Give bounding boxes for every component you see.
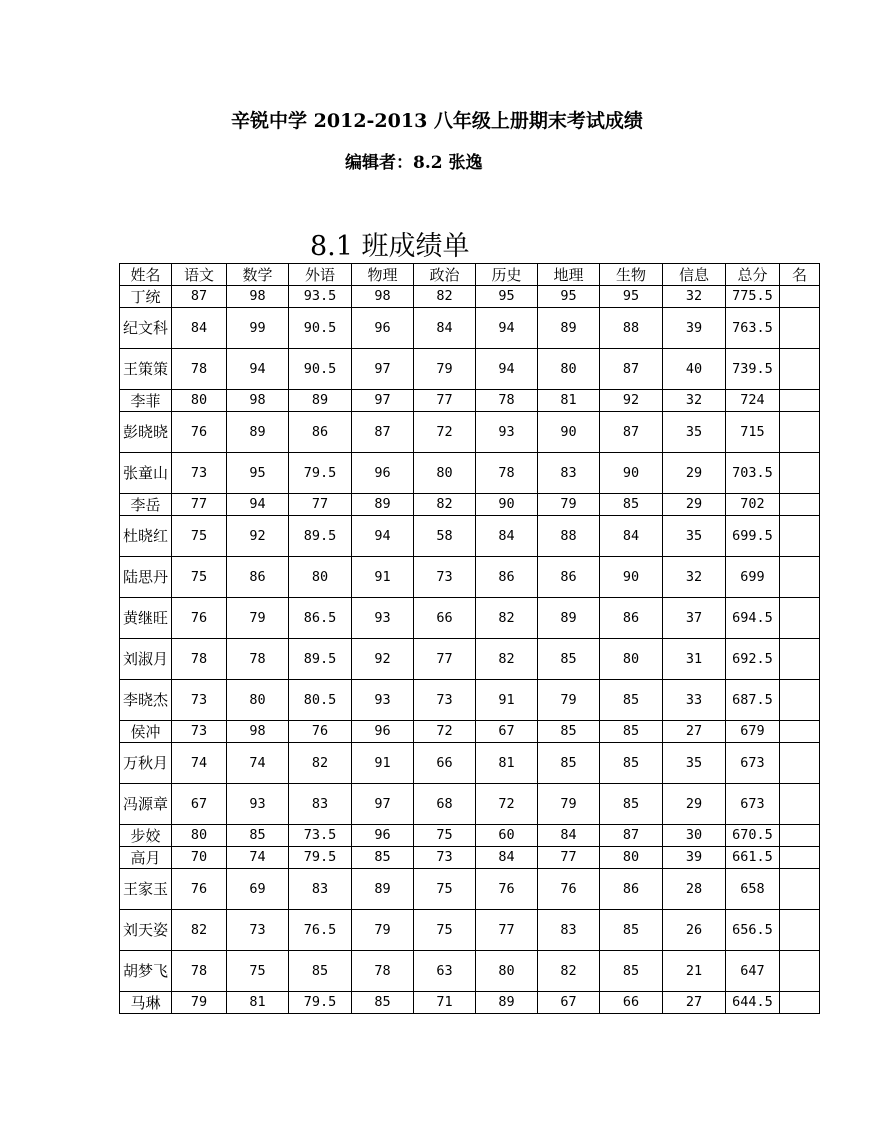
score-cell: 75 — [414, 825, 476, 847]
score-cell: 84 — [600, 516, 663, 557]
score-cell: 67 — [476, 721, 538, 743]
table-row — [120, 308, 820, 349]
column-header: 外语 — [289, 264, 352, 286]
rank-cell — [780, 453, 820, 494]
rank-cell — [780, 869, 820, 910]
score-cell: 73 — [414, 680, 476, 721]
score-cell: 87 — [600, 825, 663, 847]
score-cell: 75 — [172, 557, 227, 598]
rank-cell — [780, 557, 820, 598]
student-name-cell: 胡梦飞 — [120, 951, 172, 992]
rank-cell — [780, 286, 820, 308]
score-cell: 77 — [414, 390, 476, 412]
score-cell: 77 — [414, 639, 476, 680]
student-name-cell: 王策策 — [120, 349, 172, 390]
score-cell: 76 — [172, 598, 227, 639]
total-score-cell: 673 — [726, 743, 780, 784]
table-subtitle: 8.1 班成绩单 — [310, 231, 470, 262]
score-cell: 92 — [600, 390, 663, 412]
student-name-cell: 李岳 — [120, 494, 172, 516]
score-cell: 60 — [476, 825, 538, 847]
table-row — [120, 453, 820, 494]
student-name-cell: 侯冲 — [120, 721, 172, 743]
table-row — [120, 721, 820, 743]
score-cell: 78 — [172, 951, 227, 992]
student-name-cell: 杜晓红 — [120, 516, 172, 557]
rank-cell — [780, 721, 820, 743]
score-cell: 79 — [172, 992, 227, 1014]
score-cell: 76 — [172, 869, 227, 910]
score-cell: 74 — [172, 743, 227, 784]
score-cell: 80.5 — [289, 680, 352, 721]
score-cell: 85 — [600, 743, 663, 784]
score-cell: 92 — [227, 516, 289, 557]
score-cell: 28 — [663, 869, 726, 910]
score-cell: 83 — [289, 784, 352, 825]
score-cell: 89 — [538, 598, 600, 639]
rank-cell — [780, 639, 820, 680]
rank-cell — [780, 390, 820, 412]
score-cell: 84 — [476, 847, 538, 869]
rank-cell — [780, 992, 820, 1014]
score-cell: 87 — [352, 412, 414, 453]
score-cell: 86 — [600, 598, 663, 639]
score-cell: 66 — [414, 598, 476, 639]
score-cell: 37 — [663, 598, 726, 639]
score-cell: 78 — [476, 390, 538, 412]
score-cell: 87 — [600, 412, 663, 453]
score-cell: 77 — [172, 494, 227, 516]
score-cell: 76 — [289, 721, 352, 743]
score-cell: 79 — [414, 349, 476, 390]
score-cell: 31 — [663, 639, 726, 680]
score-cell: 90 — [600, 453, 663, 494]
score-cell: 32 — [663, 286, 726, 308]
score-cell: 80 — [600, 639, 663, 680]
score-cell: 89 — [352, 869, 414, 910]
score-cell: 94 — [476, 308, 538, 349]
score-cell: 35 — [663, 412, 726, 453]
student-name-cell: 丁统 — [120, 286, 172, 308]
score-cell: 89.5 — [289, 516, 352, 557]
table-header-row — [120, 264, 820, 286]
score-cell: 90 — [538, 412, 600, 453]
score-cell: 93 — [352, 598, 414, 639]
table-row — [120, 516, 820, 557]
score-cell: 73.5 — [289, 825, 352, 847]
student-name-cell: 刘天姿 — [120, 910, 172, 951]
score-cell: 84 — [476, 516, 538, 557]
score-cell: 91 — [352, 557, 414, 598]
editor-line: 编辑者：8.2 张逸 — [345, 153, 483, 173]
score-cell: 70 — [172, 847, 227, 869]
score-cell: 85 — [352, 847, 414, 869]
total-score-cell: 739.5 — [726, 349, 780, 390]
score-cell: 63 — [414, 951, 476, 992]
column-header: 政治 — [414, 264, 476, 286]
score-cell: 73 — [172, 680, 227, 721]
score-cell: 78 — [172, 639, 227, 680]
rank-cell — [780, 516, 820, 557]
rank-cell — [780, 349, 820, 390]
score-cell: 81 — [227, 992, 289, 1014]
score-table-body — [120, 264, 820, 1014]
score-cell: 89.5 — [289, 639, 352, 680]
score-cell: 86 — [476, 557, 538, 598]
score-cell: 80 — [476, 951, 538, 992]
score-cell: 66 — [600, 992, 663, 1014]
column-header: 数学 — [227, 264, 289, 286]
table-row — [120, 680, 820, 721]
table-row — [120, 847, 820, 869]
score-cell: 90.5 — [289, 349, 352, 390]
total-score-cell: 644.5 — [726, 992, 780, 1014]
score-cell: 86 — [538, 557, 600, 598]
score-cell: 87 — [600, 349, 663, 390]
total-score-cell: 763.5 — [726, 308, 780, 349]
score-cell: 84 — [172, 308, 227, 349]
score-cell: 80 — [538, 349, 600, 390]
score-cell: 27 — [663, 992, 726, 1014]
score-cell: 95 — [538, 286, 600, 308]
score-cell: 85 — [600, 910, 663, 951]
score-cell: 68 — [414, 784, 476, 825]
rank-cell — [780, 494, 820, 516]
column-header: 信息 — [663, 264, 726, 286]
table-row — [120, 869, 820, 910]
score-cell: 73 — [414, 847, 476, 869]
score-cell: 98 — [352, 286, 414, 308]
score-cell: 30 — [663, 825, 726, 847]
table-row — [120, 286, 820, 308]
score-cell: 86 — [600, 869, 663, 910]
total-score-cell: 692.5 — [726, 639, 780, 680]
score-cell: 98 — [227, 390, 289, 412]
total-score-cell: 694.5 — [726, 598, 780, 639]
score-cell: 75 — [414, 910, 476, 951]
score-cell: 91 — [476, 680, 538, 721]
student-name-cell: 陆思丹 — [120, 557, 172, 598]
score-cell: 89 — [538, 308, 600, 349]
score-cell: 95 — [600, 286, 663, 308]
score-cell: 90 — [476, 494, 538, 516]
score-cell: 90 — [600, 557, 663, 598]
score-cell: 94 — [476, 349, 538, 390]
score-cell: 94 — [352, 516, 414, 557]
student-name-cell: 李菲 — [120, 390, 172, 412]
score-cell: 75 — [414, 869, 476, 910]
score-cell: 88 — [538, 516, 600, 557]
score-cell: 91 — [352, 743, 414, 784]
table-row — [120, 412, 820, 453]
score-cell: 82 — [289, 743, 352, 784]
student-name-cell: 高月 — [120, 847, 172, 869]
score-cell: 76 — [476, 869, 538, 910]
score-cell: 82 — [476, 598, 538, 639]
score-cell: 76 — [172, 412, 227, 453]
score-cell: 96 — [352, 825, 414, 847]
table-row — [120, 910, 820, 951]
total-score-cell: 658 — [726, 869, 780, 910]
score-cell: 80 — [172, 390, 227, 412]
score-cell: 79 — [538, 494, 600, 516]
rank-cell — [780, 412, 820, 453]
score-cell: 85 — [600, 721, 663, 743]
score-cell: 74 — [227, 743, 289, 784]
score-cell: 85 — [600, 680, 663, 721]
score-cell: 89 — [476, 992, 538, 1014]
student-name-cell: 黄继旺 — [120, 598, 172, 639]
score-cell: 85 — [538, 721, 600, 743]
score-cell: 74 — [227, 847, 289, 869]
score-cell: 73 — [414, 557, 476, 598]
score-cell: 85 — [538, 639, 600, 680]
score-cell: 98 — [227, 286, 289, 308]
table-row — [120, 494, 820, 516]
score-cell: 67 — [172, 784, 227, 825]
score-table-container — [119, 263, 807, 1014]
table-row — [120, 992, 820, 1014]
score-cell: 72 — [414, 721, 476, 743]
column-header: 地理 — [538, 264, 600, 286]
score-cell: 83 — [538, 910, 600, 951]
score-cell: 79.5 — [289, 453, 352, 494]
score-cell: 40 — [663, 349, 726, 390]
total-score-cell: 702 — [726, 494, 780, 516]
score-cell: 72 — [414, 412, 476, 453]
score-cell: 86 — [227, 557, 289, 598]
score-cell: 80 — [600, 847, 663, 869]
score-cell: 82 — [476, 639, 538, 680]
score-cell: 87 — [172, 286, 227, 308]
score-cell: 80 — [172, 825, 227, 847]
column-header: 物理 — [352, 264, 414, 286]
score-cell: 89 — [227, 412, 289, 453]
score-cell: 27 — [663, 721, 726, 743]
score-cell: 58 — [414, 516, 476, 557]
total-score-cell: 673 — [726, 784, 780, 825]
student-name-cell: 纪文科 — [120, 308, 172, 349]
score-cell: 81 — [476, 743, 538, 784]
score-cell: 95 — [476, 286, 538, 308]
total-score-cell: 775.5 — [726, 286, 780, 308]
score-cell: 79.5 — [289, 992, 352, 1014]
score-cell: 32 — [663, 390, 726, 412]
score-cell: 99 — [227, 308, 289, 349]
score-cell: 85 — [352, 992, 414, 1014]
score-cell: 84 — [414, 308, 476, 349]
score-cell: 82 — [538, 951, 600, 992]
score-cell: 78 — [352, 951, 414, 992]
rank-cell — [780, 847, 820, 869]
rank-cell — [780, 598, 820, 639]
score-cell: 92 — [352, 639, 414, 680]
total-score-cell: 703.5 — [726, 453, 780, 494]
student-name-cell: 李晓杰 — [120, 680, 172, 721]
total-score-cell: 670.5 — [726, 825, 780, 847]
rank-cell — [780, 951, 820, 992]
score-cell: 84 — [538, 825, 600, 847]
score-cell: 97 — [352, 390, 414, 412]
score-cell: 78 — [227, 639, 289, 680]
score-cell: 96 — [352, 308, 414, 349]
student-name-cell: 步姣 — [120, 825, 172, 847]
score-cell: 94 — [227, 494, 289, 516]
table-row — [120, 639, 820, 680]
score-cell: 69 — [227, 869, 289, 910]
table-row — [120, 557, 820, 598]
total-score-cell: 687.5 — [726, 680, 780, 721]
score-cell: 93.5 — [289, 286, 352, 308]
column-header: 总分 — [726, 264, 780, 286]
score-cell: 75 — [172, 516, 227, 557]
score-cell: 83 — [289, 869, 352, 910]
score-cell: 82 — [414, 494, 476, 516]
score-cell: 76 — [538, 869, 600, 910]
column-header: 姓名 — [120, 264, 172, 286]
score-cell: 82 — [414, 286, 476, 308]
student-name-cell: 彭晓晓 — [120, 412, 172, 453]
score-cell: 95 — [227, 453, 289, 494]
column-header: 历史 — [476, 264, 538, 286]
score-cell: 77 — [289, 494, 352, 516]
student-name-cell: 王家玉 — [120, 869, 172, 910]
rank-cell — [780, 680, 820, 721]
score-cell: 35 — [663, 743, 726, 784]
score-cell: 85 — [600, 494, 663, 516]
score-cell: 80 — [227, 680, 289, 721]
rank-cell — [780, 308, 820, 349]
score-cell: 93 — [227, 784, 289, 825]
score-cell: 98 — [227, 721, 289, 743]
column-header: 语文 — [172, 264, 227, 286]
table-row — [120, 390, 820, 412]
score-cell: 96 — [352, 721, 414, 743]
score-cell: 81 — [538, 390, 600, 412]
total-score-cell: 724 — [726, 390, 780, 412]
score-cell: 39 — [663, 847, 726, 869]
score-cell: 26 — [663, 910, 726, 951]
score-cell: 73 — [227, 910, 289, 951]
score-cell: 35 — [663, 516, 726, 557]
score-cell: 76.5 — [289, 910, 352, 951]
student-name-cell: 马琳 — [120, 992, 172, 1014]
score-cell: 77 — [476, 910, 538, 951]
column-header: 名 — [780, 264, 820, 286]
rank-cell — [780, 743, 820, 784]
column-header: 生物 — [600, 264, 663, 286]
student-name-cell: 刘淑月 — [120, 639, 172, 680]
score-cell: 72 — [476, 784, 538, 825]
score-cell: 29 — [663, 784, 726, 825]
table-row — [120, 784, 820, 825]
rank-cell — [780, 784, 820, 825]
score-cell: 85 — [600, 784, 663, 825]
score-cell: 32 — [663, 557, 726, 598]
score-cell: 78 — [476, 453, 538, 494]
score-cell: 79.5 — [289, 847, 352, 869]
score-cell: 71 — [414, 992, 476, 1014]
score-cell: 86 — [289, 412, 352, 453]
score-cell: 82 — [172, 910, 227, 951]
score-cell: 66 — [414, 743, 476, 784]
score-cell: 39 — [663, 308, 726, 349]
score-cell: 88 — [600, 308, 663, 349]
total-score-cell: 656.5 — [726, 910, 780, 951]
score-cell: 93 — [352, 680, 414, 721]
score-cell: 93 — [476, 412, 538, 453]
total-score-cell: 679 — [726, 721, 780, 743]
total-score-cell: 699 — [726, 557, 780, 598]
student-name-cell: 冯源章 — [120, 784, 172, 825]
score-cell: 80 — [289, 557, 352, 598]
score-cell: 78 — [172, 349, 227, 390]
score-cell: 29 — [663, 494, 726, 516]
student-name-cell: 张童山 — [120, 453, 172, 494]
score-cell: 89 — [289, 390, 352, 412]
score-cell: 29 — [663, 453, 726, 494]
score-cell: 73 — [172, 721, 227, 743]
score-table — [119, 263, 820, 1014]
score-cell: 67 — [538, 992, 600, 1014]
score-cell: 75 — [227, 951, 289, 992]
score-cell: 85 — [289, 951, 352, 992]
score-cell: 86.5 — [289, 598, 352, 639]
total-score-cell: 661.5 — [726, 847, 780, 869]
score-cell: 79 — [227, 598, 289, 639]
score-cell: 85 — [538, 743, 600, 784]
score-cell: 89 — [352, 494, 414, 516]
score-cell: 33 — [663, 680, 726, 721]
score-cell: 85 — [227, 825, 289, 847]
table-row — [120, 598, 820, 639]
score-cell: 21 — [663, 951, 726, 992]
table-row — [120, 349, 820, 390]
student-name-cell: 万秋月 — [120, 743, 172, 784]
score-cell: 90.5 — [289, 308, 352, 349]
table-row — [120, 743, 820, 784]
score-cell: 96 — [352, 453, 414, 494]
score-cell: 77 — [538, 847, 600, 869]
total-score-cell: 647 — [726, 951, 780, 992]
score-cell: 97 — [352, 349, 414, 390]
score-cell: 83 — [538, 453, 600, 494]
total-score-cell: 699.5 — [726, 516, 780, 557]
score-cell: 97 — [352, 784, 414, 825]
table-row — [120, 951, 820, 992]
rank-cell — [780, 910, 820, 951]
rank-cell — [780, 825, 820, 847]
score-cell: 73 — [172, 453, 227, 494]
total-score-cell: 715 — [726, 412, 780, 453]
score-cell: 80 — [414, 453, 476, 494]
score-cell: 79 — [538, 680, 600, 721]
score-cell: 79 — [538, 784, 600, 825]
score-cell: 94 — [227, 349, 289, 390]
score-cell: 85 — [600, 951, 663, 992]
table-row — [120, 825, 820, 847]
document-title: 辛锐中学 2012-2013 八年级上册期末考试成绩 — [231, 110, 643, 132]
score-cell: 79 — [352, 910, 414, 951]
